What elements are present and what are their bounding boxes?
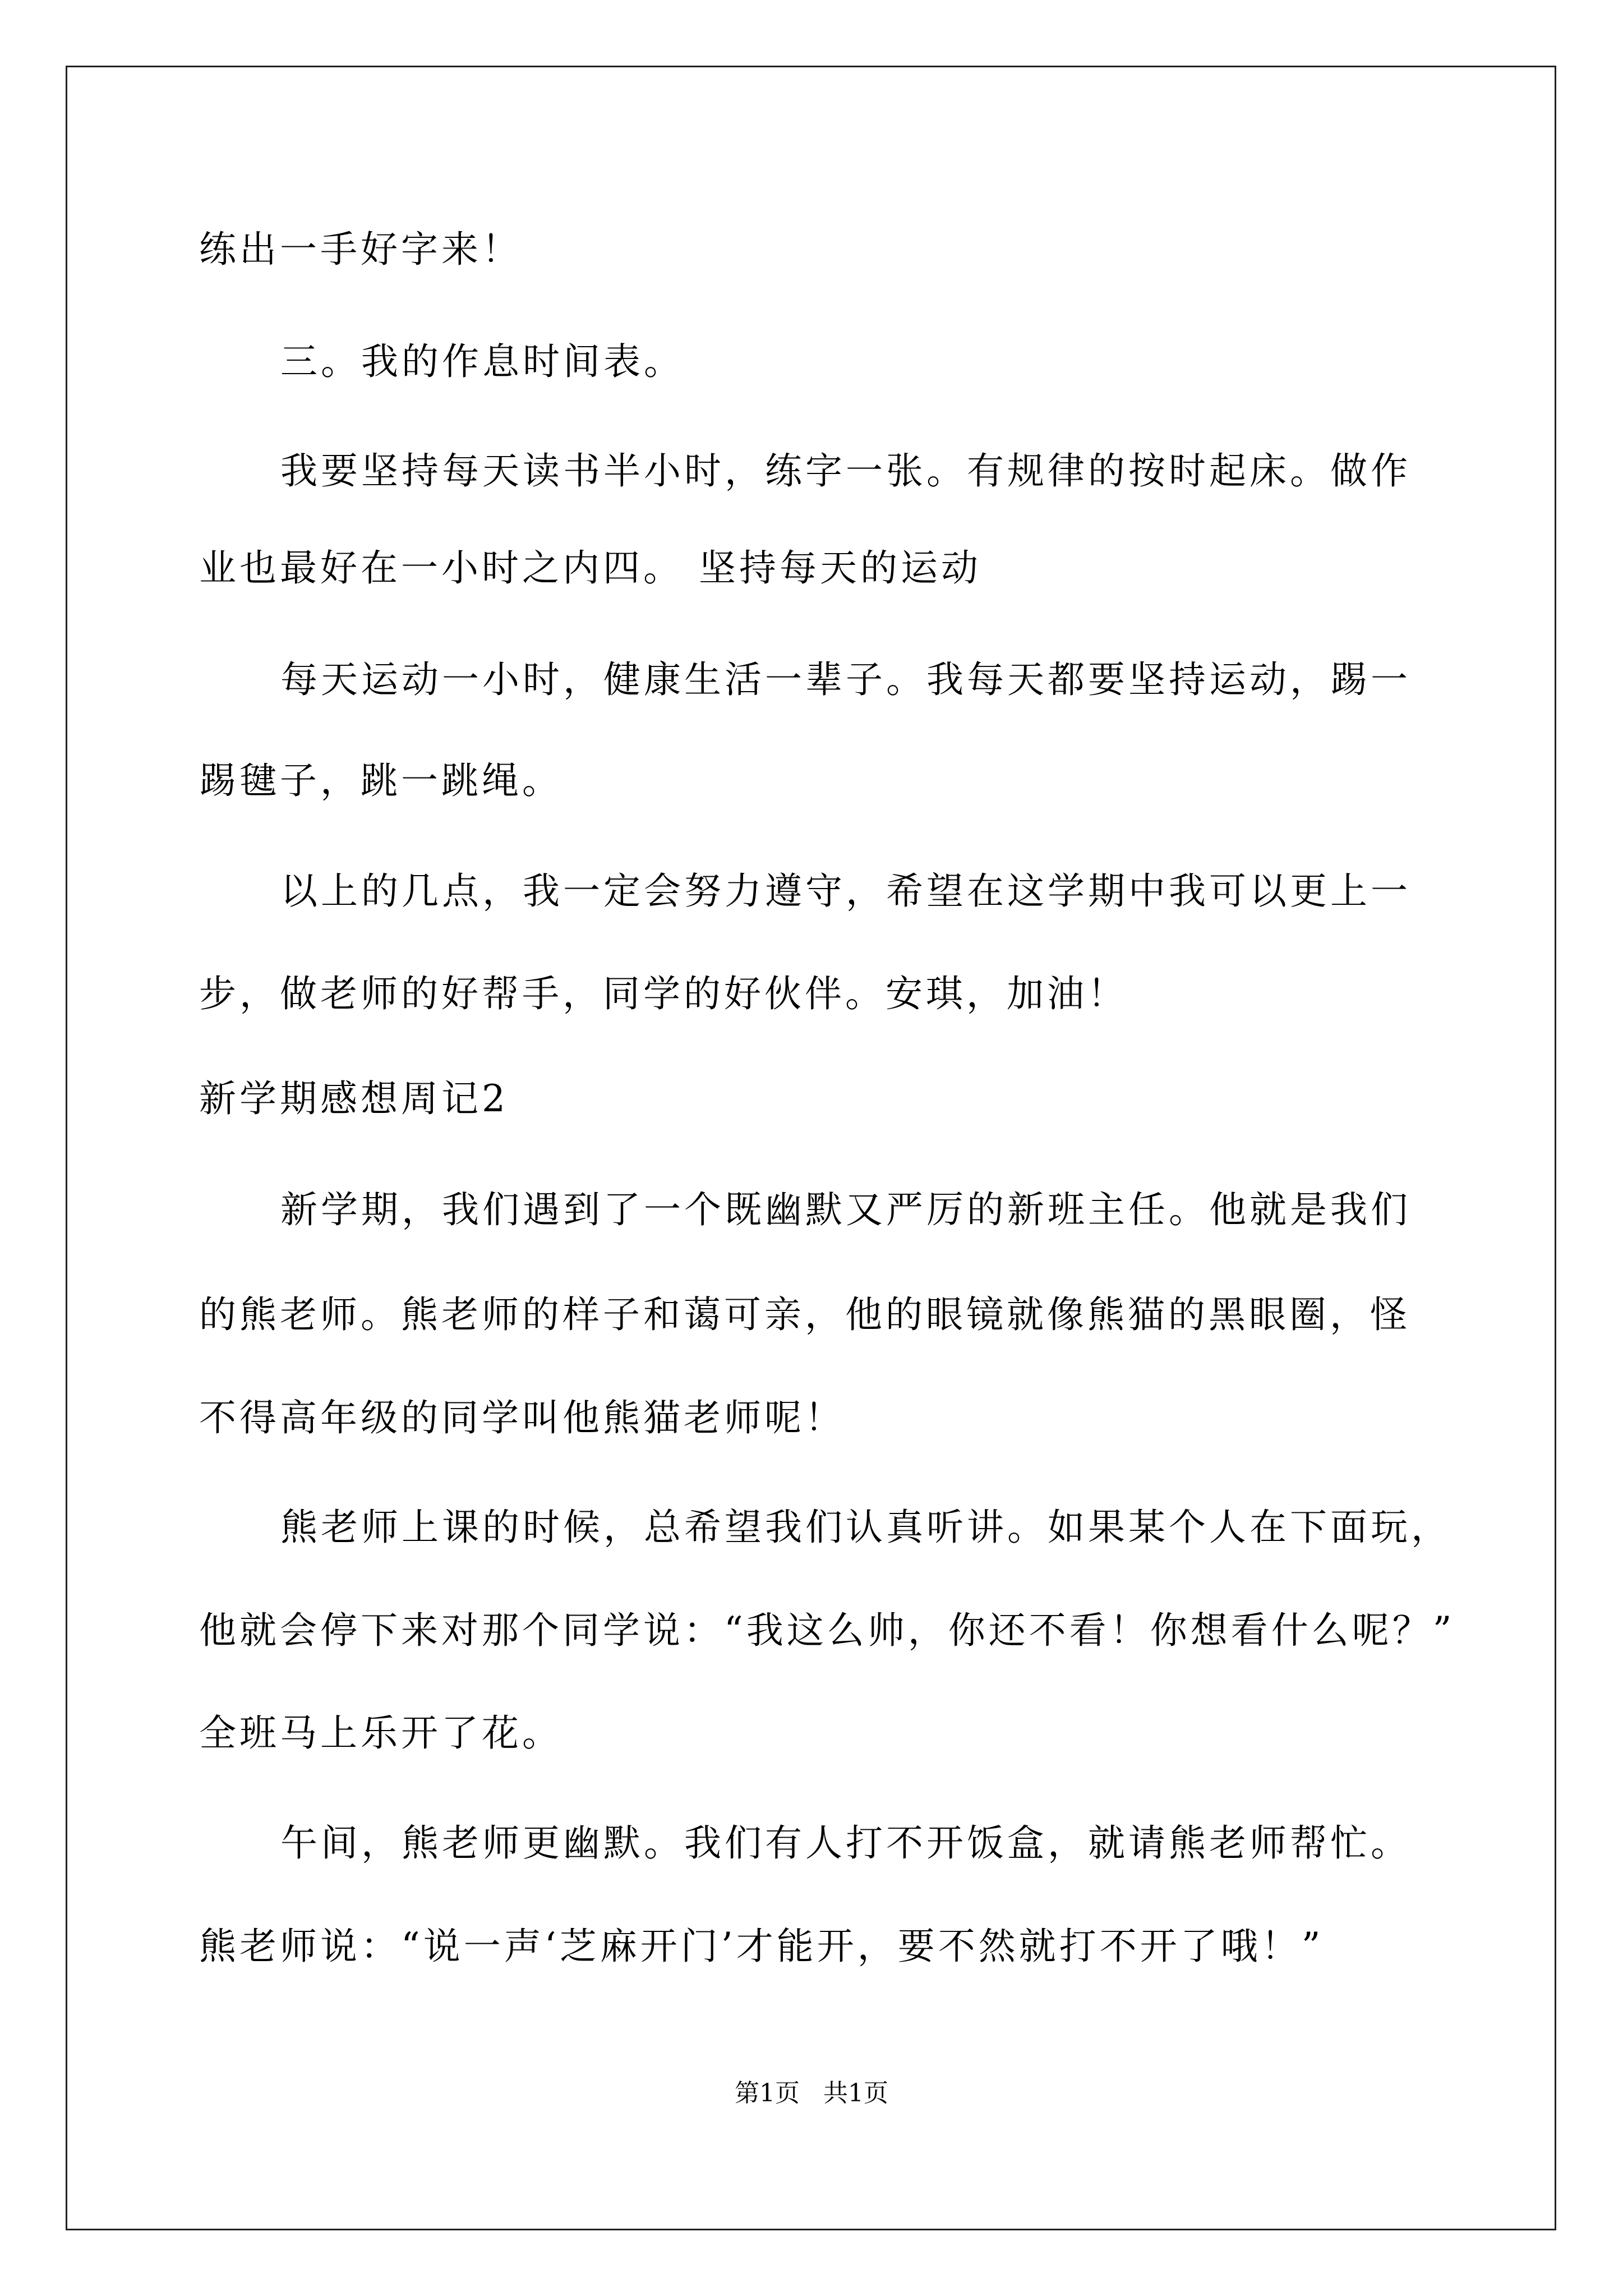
paragraph-line: 的熊老师。熊老师的样子和蔼可亲，他的眼镜就像熊猫的黑眼圈，怪: [199, 1293, 1410, 1336]
paragraph-line: 踢毽子，跳一跳绳。: [199, 759, 562, 802]
paragraph-line: 全班马上乐开了花。: [199, 1711, 562, 1755]
paragraph-line: 熊老师说：“说一声‘芝麻开门’才能开，要不然就打不开了哦！”: [199, 1925, 1324, 1968]
paragraph-line: 新学期，我们遇到了一个既幽默又严厉的新班主任。他就是我们: [280, 1188, 1411, 1231]
paragraph-line: 业也最好在一小时之内四。 坚持每天的运动: [199, 546, 981, 590]
paragraph-line: 他就会停下来对那个同学说：“我这么帅，你还不看！你想看什么呢？”: [199, 1609, 1455, 1652]
body-text-line: 练出一手好字来！: [199, 228, 522, 271]
paragraph-line: 步，做老师的好帮手，同学的好伙伴。安琪，加油！: [199, 972, 1128, 1015]
paragraph-line: 每天运动一小时，健康生活一辈子。我每天都要坚持运动，踢一: [280, 658, 1411, 701]
paragraph-line: 不得高年级的同学叫他熊猫老师呢！: [199, 1396, 845, 1439]
paragraph-line: 熊老师上课的时候，总希望我们认真听讲。如果某个人在下面玩，: [280, 1506, 1451, 1549]
paragraph-line: 午间，熊老师更幽默。我们有人打不开饭盒，就请熊老师帮忙。: [280, 1821, 1411, 1865]
section-heading: 三。我的作息时间表。: [280, 340, 684, 383]
page-footer: 第1页 共1页: [735, 2079, 888, 2108]
article-title: 新学期感想周记2: [199, 1077, 509, 1120]
page-border: [66, 66, 1556, 2230]
paragraph-line: 以上的几点，我一定会努力遵守，希望在这学期中我可以更上一: [280, 869, 1411, 913]
paragraph-line: 我要坚持每天读书半小时，练字一张。有规律的按时起床。做作: [280, 449, 1411, 493]
